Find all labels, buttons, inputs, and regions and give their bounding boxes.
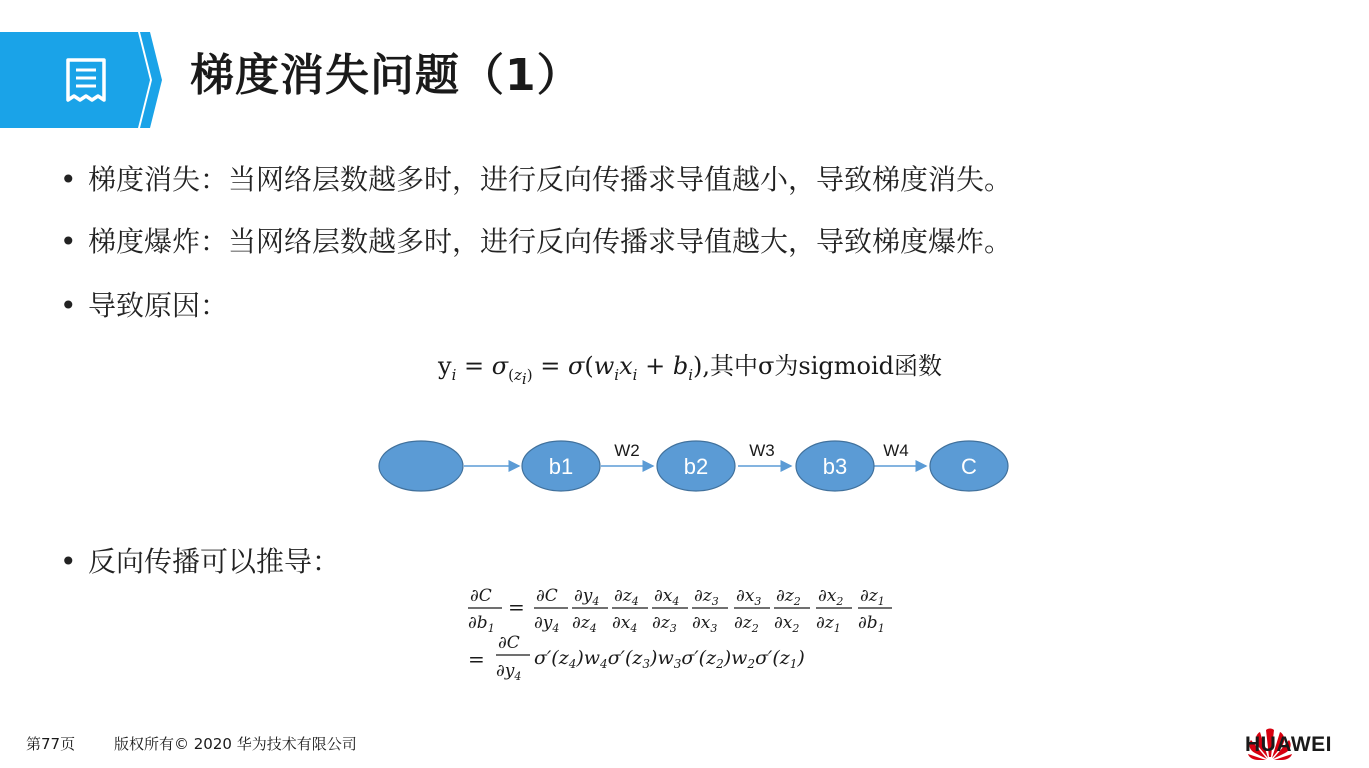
svg-text:∂b1: $\partial b_1$	[858, 613, 885, 635]
svg-text:∂z2: $\partial z_2$	[734, 613, 759, 635]
sigmoid-formula: $y_i = \sigma_{(z_i)} = \sigma(w_ix_i + b_i)$,其中σ为sigmoid函数	[438, 352, 942, 388]
bullet-vanishing: • 梯度消失：当网络层数越多时，进行反向传播求导值越小，导致梯度消失。	[60, 163, 1013, 196]
node-b1	[522, 441, 600, 491]
edge-w2	[601, 441, 653, 466]
svg-text:∂x4: $\partial x_4$	[612, 613, 638, 635]
svg-text:∂x3: $\partial x_3$	[736, 586, 762, 608]
edge-label-w2: W2	[614, 441, 640, 460]
svg-text:∂b1: $\partial b_1$	[468, 613, 495, 635]
svg-text:∂z1: $\partial z_1$	[860, 586, 885, 608]
header-band	[0, 32, 170, 128]
node-input	[379, 441, 463, 491]
svg-text:∂z2: $\partial z_2$	[776, 586, 801, 608]
svg-text:b1: b1	[548, 454, 574, 479]
svg-text:b2: b2	[683, 454, 709, 479]
svg-text:∂z1: $\partial z_1$	[816, 613, 841, 635]
node-b2	[657, 441, 735, 491]
svg-text:σ′(z4)w4σ′(z3)w3σ′(z2)w2σ′(z1): $\sigma'(z_4)w_4\sigma'(z_3)w_3\sigma'(z_2)w_2\sigma'(z_1)$	[534, 647, 805, 671]
formula-suffix: 其中σ为sigmoid函数	[710, 352, 942, 380]
svg-text:∂y4: $\partial y_4$	[496, 661, 522, 683]
edge-label-w4: W4	[883, 441, 909, 460]
bullet-cause: • 导致原因：	[60, 289, 229, 322]
svg-text:C: C	[961, 454, 977, 479]
svg-text:∂z3: $\partial z_3$	[694, 586, 719, 608]
svg-text:∂x2: $\partial x_2$	[774, 613, 800, 635]
svg-text:∂C: ∂C	[498, 633, 520, 653]
node-b3	[796, 441, 874, 491]
svg-text:∂x4: $\partial x_4$	[654, 586, 680, 608]
svg-text:∂C: ∂C	[470, 586, 492, 606]
svg-text:∂z3: $\partial z_3$	[652, 613, 677, 635]
svg-text:∂y4: $\partial y_4$	[534, 613, 560, 635]
bullet-backprop: • 反向传播可以推导：	[60, 545, 341, 578]
svg-text:∂x2: $\partial x_2$	[818, 586, 844, 608]
bullet-exploding: • 梯度爆炸：当网络层数越多时，进行反向传播求导值越大，导致梯度爆炸。	[60, 225, 1013, 258]
node-c	[930, 441, 1008, 491]
svg-text:∂y4: $\partial y_4$	[574, 586, 600, 608]
svg-text:∂C: ∂C	[536, 586, 558, 606]
edge-w3	[738, 441, 791, 466]
page-title: 梯度消失问题（1）	[190, 50, 582, 101]
svg-text:b3: b3	[822, 454, 848, 479]
edge-label-w3: W3	[749, 441, 775, 460]
svg-text:∂z4: $\partial z_4$	[572, 613, 597, 635]
svg-text:∂z4: $\partial z_4$	[614, 586, 639, 608]
svg-text:∂x3: $\partial x_3$	[692, 613, 718, 635]
svg-text:=: =	[508, 595, 525, 619]
backprop-derivation	[464, 582, 934, 692]
copyright: 版权所有© 2020 华为技术有限公司	[114, 735, 357, 753]
page-number: 第77页	[26, 735, 76, 753]
huawei-logo-text: HUAWEI	[1245, 733, 1332, 756]
network-diagram	[376, 432, 1016, 498]
svg-text:=: =	[468, 647, 485, 671]
edge-w4	[874, 441, 926, 466]
